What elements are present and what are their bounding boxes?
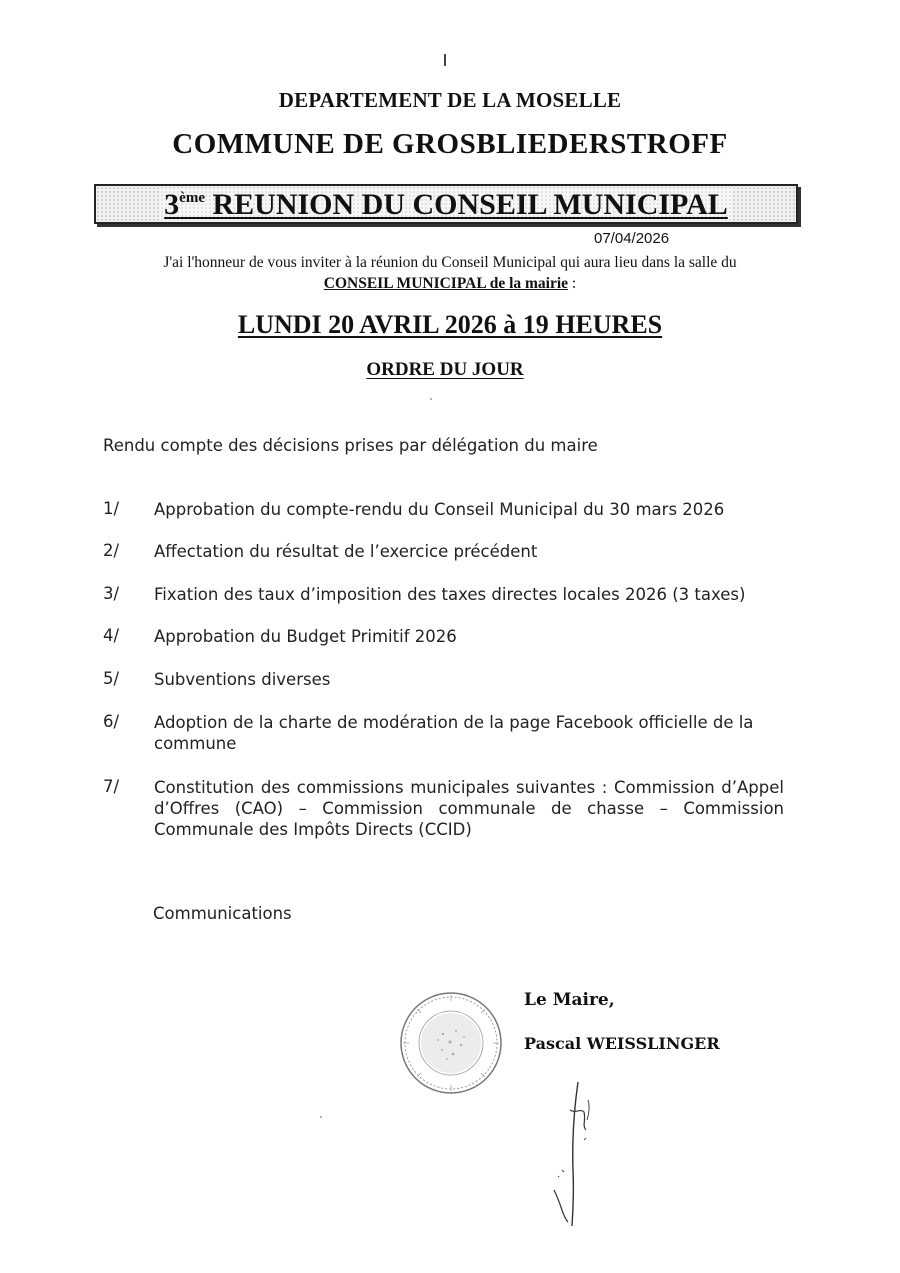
mayor-title: Le Maire,: [524, 990, 615, 1010]
document-date: 07/04/2026: [594, 230, 670, 247]
commune-heading: COMMUNE DE GROSBLIEDERSTROFF: [172, 128, 728, 160]
agenda-item-text: Subventions diverses: [154, 670, 331, 689]
banner-title: [160, 188, 732, 222]
scan-speck: [320, 1116, 322, 1118]
invitation-location: [40, 273, 860, 294]
agenda-item-text: Approbation du compte-rendu du Conseil Municipal du 30 mars 2026: [154, 500, 725, 519]
agenda-item-text: Adoption de la charte de modération de la page Facebook officielle de la commune: [154, 713, 754, 753]
agenda-item-number: 4/: [103, 626, 120, 645]
location-suffix: :: [568, 275, 577, 292]
banner-ordinal: 3: [164, 188, 180, 221]
communications-label: Communications: [153, 904, 292, 923]
agenda-item-text: Constitution des commissions municipales suivantes : Commission d’Appel d’Offres (CAO) – Commission communale de chasse – Commission Communale des Impôts Directs (CCID): [154, 778, 784, 839]
agenda-item-number: 2/: [103, 541, 120, 560]
agenda-intro: Rendu compte des décisions prises par délégation du maire: [103, 436, 598, 455]
invitation-line: J'ai l'honneur de vous inviter à la réunion du Conseil Municipal qui aura lieu dans la salle du: [163, 254, 737, 271]
agenda-item-number: 1/: [103, 499, 120, 518]
agenda-item-text: Affectation du résultat de l’exercice précédent: [154, 542, 538, 561]
mayor-name: Pascal WEISSLINGER: [524, 1034, 720, 1053]
agenda-item-number: 7/: [103, 777, 120, 796]
banner-title-text: REUNION DU CONSEIL MUNICIPAL: [212, 188, 728, 221]
agenda-item-number: 3/: [103, 584, 120, 603]
banner-ordinal-suffix: ème: [179, 190, 205, 206]
agenda-item-text: Fixation des taux d’imposition des taxes directes locales 2026 (3 taxes): [154, 585, 746, 604]
agenda-heading: ORDRE DU JOUR: [366, 359, 524, 380]
meeting-banner: [94, 184, 798, 224]
scan-speck: [430, 398, 432, 400]
agenda-item-number: 6/: [103, 712, 120, 731]
agenda-item-number: 5/: [103, 669, 120, 688]
meeting-datetime: LUNDI 20 AVRIL 2026 à 19 HEURES: [237, 310, 663, 339]
signature-icon: [540, 1080, 610, 1230]
seal-icon: [398, 990, 504, 1096]
invitation-text: [40, 252, 860, 294]
page-mark: [444, 54, 446, 66]
department-heading: DEPARTEMENT DE LA MOSELLE: [278, 88, 622, 112]
location-highlight: CONSEIL MUNICIPAL de la mairie: [323, 275, 569, 292]
agenda-item-text: Approbation du Budget Primitif 2026: [154, 627, 457, 646]
